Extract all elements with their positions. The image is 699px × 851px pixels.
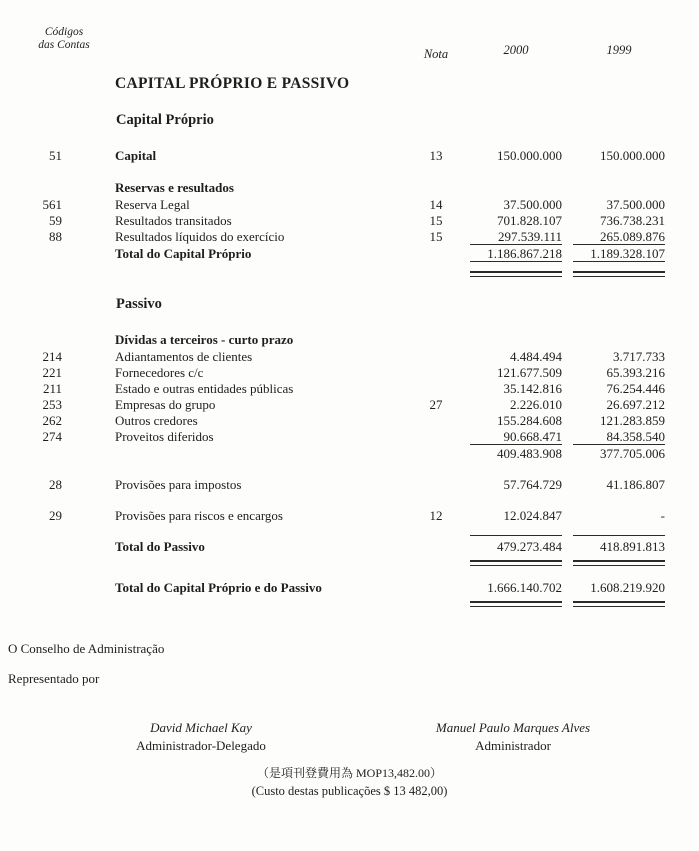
total-label: Total do Capital Próprio bbox=[115, 246, 252, 261]
account-code: 214 bbox=[42, 349, 62, 364]
total-label: Total do Capital Próprio e do Passivo bbox=[115, 580, 322, 595]
table-row bbox=[0, 365, 699, 381]
table-row bbox=[0, 397, 699, 413]
amount-1999: 41.186.807 bbox=[606, 477, 665, 492]
amount-2000: 57.764.729 bbox=[503, 477, 562, 492]
account-description: Provisões para riscos e encargos bbox=[115, 508, 283, 523]
table-row bbox=[0, 477, 699, 493]
table-row bbox=[0, 180, 699, 196]
account-description: Adiantamentos de clientes bbox=[115, 349, 253, 364]
amount-1999: 1.608.219.920 bbox=[590, 580, 665, 595]
account-description: Fornecedores c/c bbox=[115, 365, 204, 380]
amount-1999: 121.283.859 bbox=[600, 413, 665, 428]
section-heading-capital-proprio: Capital Próprio bbox=[116, 112, 214, 128]
table-row-total bbox=[0, 539, 699, 555]
publication-cost-note-zh: （是項刊登費用為 MOP13,482.00） bbox=[256, 766, 442, 780]
note-number: 15 bbox=[429, 213, 443, 228]
account-code: 51 bbox=[49, 148, 62, 163]
account-description: Reserva Legal bbox=[115, 197, 190, 212]
represented-by-statement: Representado por bbox=[8, 671, 100, 686]
table-row-total bbox=[0, 580, 699, 596]
double-rule bbox=[573, 560, 665, 566]
amount-2000: 90.668.471 bbox=[470, 429, 562, 445]
note-number: 27 bbox=[429, 397, 443, 412]
amount-2000: 12.024.847 bbox=[503, 508, 562, 523]
group-heading: Reservas e resultados bbox=[115, 180, 234, 195]
board-statement: O Conselho de Administração bbox=[8, 641, 165, 656]
amount-2000: 35.142.816 bbox=[503, 381, 562, 396]
amount-2000: 150.000.000 bbox=[497, 148, 562, 163]
column-header-codes bbox=[18, 26, 110, 51]
account-code: 88 bbox=[49, 229, 62, 244]
publication-cost-note-pt: (Custo destas publicações $ 13 482,00) bbox=[251, 784, 448, 798]
account-code: 59 bbox=[49, 213, 62, 228]
total-label: Total do Passivo bbox=[115, 539, 205, 554]
account-description: Proveitos diferidos bbox=[115, 429, 214, 444]
double-rule bbox=[470, 601, 562, 607]
amount-1999: - bbox=[660, 508, 665, 523]
amount-1999: 150.000.000 bbox=[600, 148, 665, 163]
signatory-name: Manuel Paulo Marques Alves bbox=[435, 720, 591, 735]
amount-1999: 1.189.328.107 bbox=[573, 246, 665, 262]
table-row-total bbox=[0, 246, 699, 262]
account-code: 211 bbox=[42, 381, 62, 396]
account-description: Outros credores bbox=[115, 413, 198, 428]
amount-2000: 2.226.010 bbox=[510, 397, 562, 412]
amount-1999: 84.358.540 bbox=[573, 429, 665, 445]
account-code: 253 bbox=[42, 397, 62, 412]
section-heading-passivo: Passivo bbox=[116, 296, 162, 312]
table-row-subtotal bbox=[0, 446, 699, 462]
amount-2000: 37.500.000 bbox=[503, 197, 562, 212]
note-number: 13 bbox=[429, 148, 443, 163]
amount-2000: 155.284.608 bbox=[497, 413, 562, 428]
signature-block-1 bbox=[91, 719, 311, 755]
amount-1999: 377.705.006 bbox=[600, 446, 665, 461]
table-row bbox=[0, 413, 699, 429]
amount-2000: 1.186.867.218 bbox=[470, 246, 562, 262]
amount-1999: 76.254.446 bbox=[606, 381, 665, 396]
amount-1999: 418.891.813 bbox=[600, 539, 665, 554]
account-code: 28 bbox=[49, 477, 62, 492]
table-row bbox=[0, 229, 699, 245]
account-code: 274 bbox=[42, 429, 62, 444]
signatory-role: Administrador bbox=[475, 738, 551, 753]
table-row bbox=[0, 381, 699, 397]
amount-2000: 701.828.107 bbox=[497, 213, 562, 228]
account-code: 561 bbox=[42, 197, 62, 212]
amount-1999: 37.500.000 bbox=[606, 197, 665, 212]
table-row bbox=[0, 213, 699, 229]
amount-1999: 65.393.216 bbox=[606, 365, 665, 380]
amount-2000: 297.539.111 bbox=[470, 229, 562, 245]
account-description: Empresas do grupo bbox=[115, 397, 216, 412]
account-description: Estado e outras entidades públicas bbox=[115, 381, 294, 396]
note-number: 12 bbox=[429, 508, 443, 523]
account-description: Resultados transitados bbox=[115, 213, 232, 228]
amount-2000: 121.677.509 bbox=[497, 365, 562, 380]
table-row bbox=[0, 349, 699, 365]
signature-block-2 bbox=[403, 719, 623, 755]
account-code: 262 bbox=[42, 413, 62, 428]
single-rule bbox=[573, 535, 665, 536]
table-row bbox=[0, 197, 699, 213]
double-rule bbox=[573, 601, 665, 607]
double-rule bbox=[470, 271, 562, 277]
amount-2000: 1.666.140.702 bbox=[487, 580, 562, 595]
single-rule bbox=[470, 535, 562, 536]
table-row bbox=[0, 508, 699, 524]
amount-1999: 265.089.876 bbox=[573, 229, 665, 245]
account-code: 29 bbox=[49, 508, 62, 523]
group-heading: Dívidas a terceiros - curto prazo bbox=[115, 332, 294, 347]
account-code: 221 bbox=[42, 365, 62, 380]
amount-2000: 4.484.494 bbox=[510, 349, 562, 364]
table-row bbox=[0, 429, 699, 445]
account-description: Resultados líquidos do exercício bbox=[115, 229, 285, 244]
table-row bbox=[0, 332, 699, 348]
column-header-1999: 1999 bbox=[606, 43, 632, 57]
account-description: Provisões para impostos bbox=[115, 477, 242, 492]
signatory-role: Administrador-Delegado bbox=[136, 738, 266, 753]
table-row bbox=[0, 148, 699, 164]
double-rule bbox=[573, 271, 665, 277]
page-title: CAPITAL PRÓPRIO E PASSIVO bbox=[115, 75, 350, 92]
column-header-nota: Nota bbox=[423, 47, 449, 61]
note-number: 15 bbox=[429, 229, 443, 244]
codes-label-line2: das Contas bbox=[38, 38, 90, 51]
column-header-2000: 2000 bbox=[503, 43, 529, 57]
note-number: 14 bbox=[429, 197, 443, 212]
account-description: Capital bbox=[115, 148, 157, 163]
amount-1999: 736.738.231 bbox=[600, 213, 665, 228]
amount-1999: 3.717.733 bbox=[613, 349, 665, 364]
amount-1999: 26.697.212 bbox=[606, 397, 665, 412]
signatory-name: David Michael Kay bbox=[150, 720, 252, 735]
amount-2000: 409.483.908 bbox=[497, 446, 562, 461]
double-rule bbox=[470, 560, 562, 566]
amount-2000: 479.273.484 bbox=[497, 539, 562, 554]
codes-label-line1: Códigos bbox=[44, 26, 84, 38]
